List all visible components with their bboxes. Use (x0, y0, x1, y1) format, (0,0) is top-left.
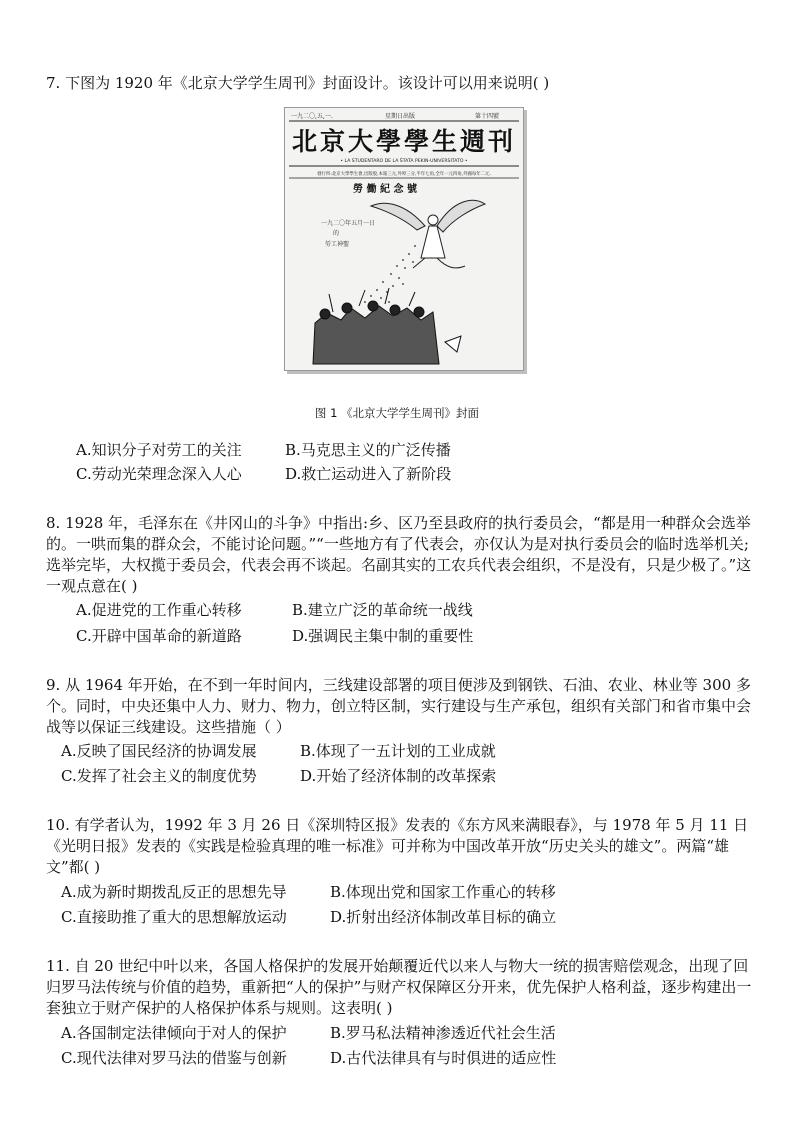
q11-option-d[interactable]: D.古代法律具有与时俱进的适应性 (330, 1049, 557, 1067)
q11-option-c[interactable]: C.现代法律对罗马法的借鉴与创新 (61, 1049, 287, 1067)
q10-option-c[interactable]: C.直接助推了重大的思想解放运动 (61, 908, 287, 926)
angel-illustration (371, 200, 485, 268)
q8-option-d[interactable]: D.强调民主集中制的重要性 (292, 627, 474, 645)
q9-option-c[interactable]: C.发挥了社会主义的制度优势 (61, 767, 257, 785)
q7-option-c[interactable]: C.劳动光荣理念深入人心 (76, 465, 242, 483)
q10-option-b[interactable]: B.体现出党和国家工作重心的转移 (330, 883, 556, 901)
issue-title: 勞 働 紀 念 號 (353, 184, 417, 195)
figure-caption: 图 1 《北京大学学生周刊》封面 (314, 406, 480, 420)
masthead-issue: 第十四號 (475, 113, 500, 120)
q9-option-a[interactable]: A.反映了国民经济的协调发展 (61, 742, 257, 760)
handwritten-de: 的 (333, 230, 340, 237)
workers-crowd-illustration (313, 288, 461, 364)
q7-option-b[interactable]: B.马克思主义的广泛传播 (285, 441, 451, 459)
handwritten-slogan: 勞工神聖 (325, 241, 350, 248)
question-7-stem: 7. 下图为 1920 年《北京大学学生周刊》封面设计。该设计可以用来说明( ) (46, 74, 550, 92)
question-8-stem: 8. 1928 年，毛泽东在《井冈山的斗争》中指出:乡、区乃至县政府的执行委员会，“都是用一种群众会选举的。一哄而集的群众会，不能讨论问题。”“一些地方有了代表会，亦仅认为是对执行委员会的临时选举机关;选举完毕，大权揽于委员会，代表会再不谈起。名副其实的工农兵代表会组织，不是没有，只是少极了。”这一观点意在( ) (46, 514, 752, 595)
question-10-stem: 10. 有学者认为，1992 年 3 月 26 日《深圳特区报》发表的《东方风来满眼春》，与 1978 年 5 月 11 日《光明日报》发表的《实践是检验真理的唯一标准》可并称为中国改革开放“历史关头的雄文”。两篇“雄文”都( ) (46, 816, 749, 876)
cover-info-line: 發行所:北京大學學生會,出版股,本報三元,外埠三分,半年七角,全年一元四角,外國每年二元. (317, 172, 491, 177)
q11-option-a[interactable]: A.各国制定法律倾向于对人的保护 (61, 1024, 287, 1042)
q8-option-b[interactable]: B.建立广泛的革命统一战线 (292, 601, 473, 619)
masthead-weekday: 星期日出版 (385, 113, 416, 120)
handwritten-date: 一九二〇年五月一日 (321, 220, 376, 227)
q8-option-c[interactable]: C.开辟中国革命的新道路 (76, 627, 242, 645)
q10-option-d[interactable]: D.折射出经济体制改革目标的确立 (330, 908, 557, 926)
question-9-stem: 9. 从 1964 年开始，在不到一年时间内，三线建设部署的项目便涉及到钢铁、石油、农业、林业等 300 多个。同时，中央还集中人力、财力、物力，创立特区制，实行建设与生产承包，组织有关部门和省市集中会战等以保证三线建设。这些措施（ ） (46, 676, 752, 736)
masthead-date: 一九二〇,五,一. (291, 113, 333, 120)
spray-dots (364, 245, 416, 305)
q9-option-d[interactable]: D.开始了经济体制的改革探索 (300, 767, 497, 785)
question-11-stem: 11. 自 20 世纪中叶以来，各国人格保护的发展开始颠覆近代以来人与物大一统的损害赔偿观念，出现了回归罗马法传统与价值的趋势，重新把“人的保护”与财产权保障区分开来，优先保护人格利益，逐步构建出一套独立于财产保护的人格保护体系与规则。这表明( ) (46, 957, 752, 1017)
q8-option-a[interactable]: A.促进党的工作重心转移 (76, 601, 242, 619)
cover-subtitle: • LA STUDENTARO DE LA ŜTATA PEKIN-UNIVERSITATO • (340, 159, 468, 164)
cover-title: 北京大學學生週刊 (291, 127, 517, 156)
q9-option-b[interactable]: B.体现了一五计划的工业成就 (300, 742, 496, 760)
q10-option-a[interactable]: A.成为新时期拨乱反正的思想先导 (61, 883, 287, 901)
q11-option-b[interactable]: B.罗马私法精神渗透近代社会生活 (330, 1024, 556, 1042)
magazine-cover-image (284, 107, 524, 371)
q7-option-d[interactable]: D.救亡运动进入了新阶段 (285, 465, 452, 483)
q7-option-a[interactable]: A.知识分子对劳工的关注 (76, 441, 242, 459)
